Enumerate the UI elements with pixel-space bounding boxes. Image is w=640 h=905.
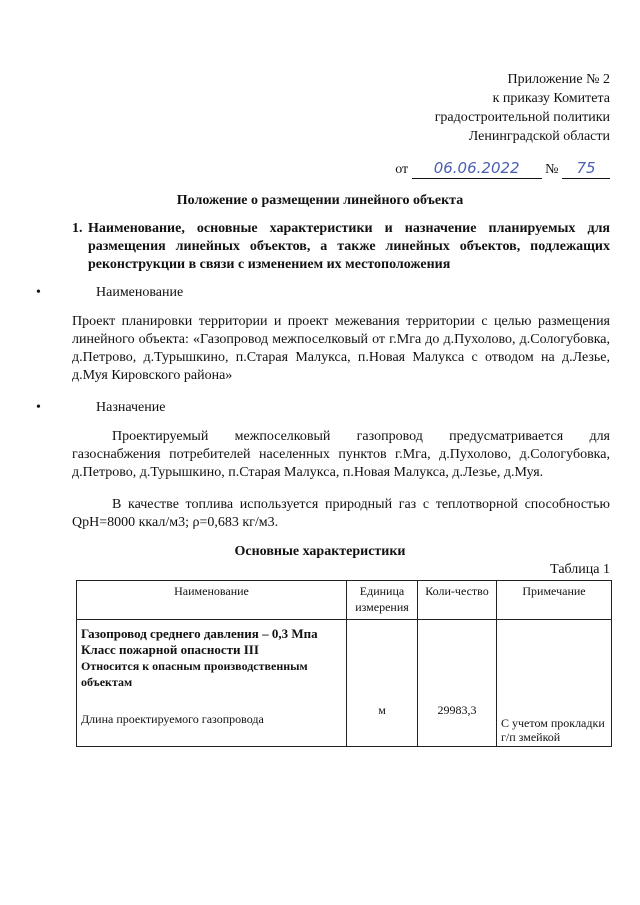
- header-quantity: Коли-чество: [418, 581, 497, 620]
- cell-note: С учетом прокладки г/п змейкой: [497, 620, 612, 747]
- characteristics-table: [76, 580, 612, 747]
- date-prefix: от: [395, 162, 409, 177]
- order-date: 06.06.2022: [412, 158, 542, 179]
- order-dateline: [395, 158, 610, 180]
- number-label: №: [545, 162, 559, 177]
- name-text: Проект планировки территории и проект межевания территории с целью размещения линейного объекта: «Газопровод межпоселковый от г.Мга до д.Пухолово, д.Сологубовка, д.Петрово, д.Турышкино, п.Старая Малукса, п.Новая Малукса с отводом на д.Лезье, д.Муя Кировского района»: [72, 314, 610, 383]
- group-line-3: Относится к опасным производственным объектам: [81, 659, 308, 689]
- row-name: Длина проектируемого газопровода: [81, 712, 264, 726]
- name-label: Наименование: [96, 285, 184, 300]
- appendix-line-3: градостроительной политики: [434, 110, 610, 125]
- purpose-label: Назначение: [96, 400, 166, 415]
- characteristics-title: Основные характеристики: [234, 544, 406, 559]
- section-1-number: 1.: [72, 221, 83, 236]
- header-unit: Единица измерения: [347, 581, 418, 620]
- bullet-icon: •: [36, 285, 41, 300]
- purpose-paragraph-2: В качестве топлива используется природный газ с теплотворной способностью QрН=8000 ккал/м3; ρ=0,683 кг/м3.: [72, 497, 610, 530]
- group-line-1: Газопровод среднего давления – 0,3 Мпа: [81, 626, 318, 641]
- table-header-row: [77, 581, 612, 620]
- header-name: Наименование: [77, 581, 347, 620]
- cell-quantity: 29983,3: [418, 620, 497, 747]
- appendix-line-2: к приказу Комитета: [492, 91, 610, 106]
- document-title: Положение о размещении линейного объекта: [176, 193, 464, 208]
- cell-name: [77, 620, 347, 747]
- group-line-2: Класс пожарной опасности III: [81, 642, 259, 657]
- appendix-block: [435, 70, 610, 146]
- bullet-icon: •: [36, 400, 41, 415]
- appendix-line-1: Приложение № 2: [507, 72, 610, 87]
- table-row: [77, 620, 612, 747]
- table-caption: Таблица 1: [550, 562, 610, 577]
- section-1-text: Наименование, основные характеристики и назначение планируемых для размещения линейных объектов, а также линейных объектов, подлежащих реконструкции в связи с изменением их местоположения: [88, 221, 610, 272]
- appendix-line-4: Ленинградской области: [468, 129, 610, 144]
- purpose-paragraph-1: Проектируемый межпоселковый газопровод предусматривается для газоснабжения потребителей населенных пунктов г.Мга, д.Пухолово, д.Сологубовка, д.Петрово, д.Турышкино, п.Старая Малукса, п.Новая Малукса, д.Лезье, д.Муя.: [72, 429, 610, 480]
- order-number: 75: [562, 158, 610, 179]
- cell-unit: м: [347, 620, 418, 747]
- section-1-heading: [72, 220, 610, 274]
- header-note: Примечание: [497, 581, 612, 620]
